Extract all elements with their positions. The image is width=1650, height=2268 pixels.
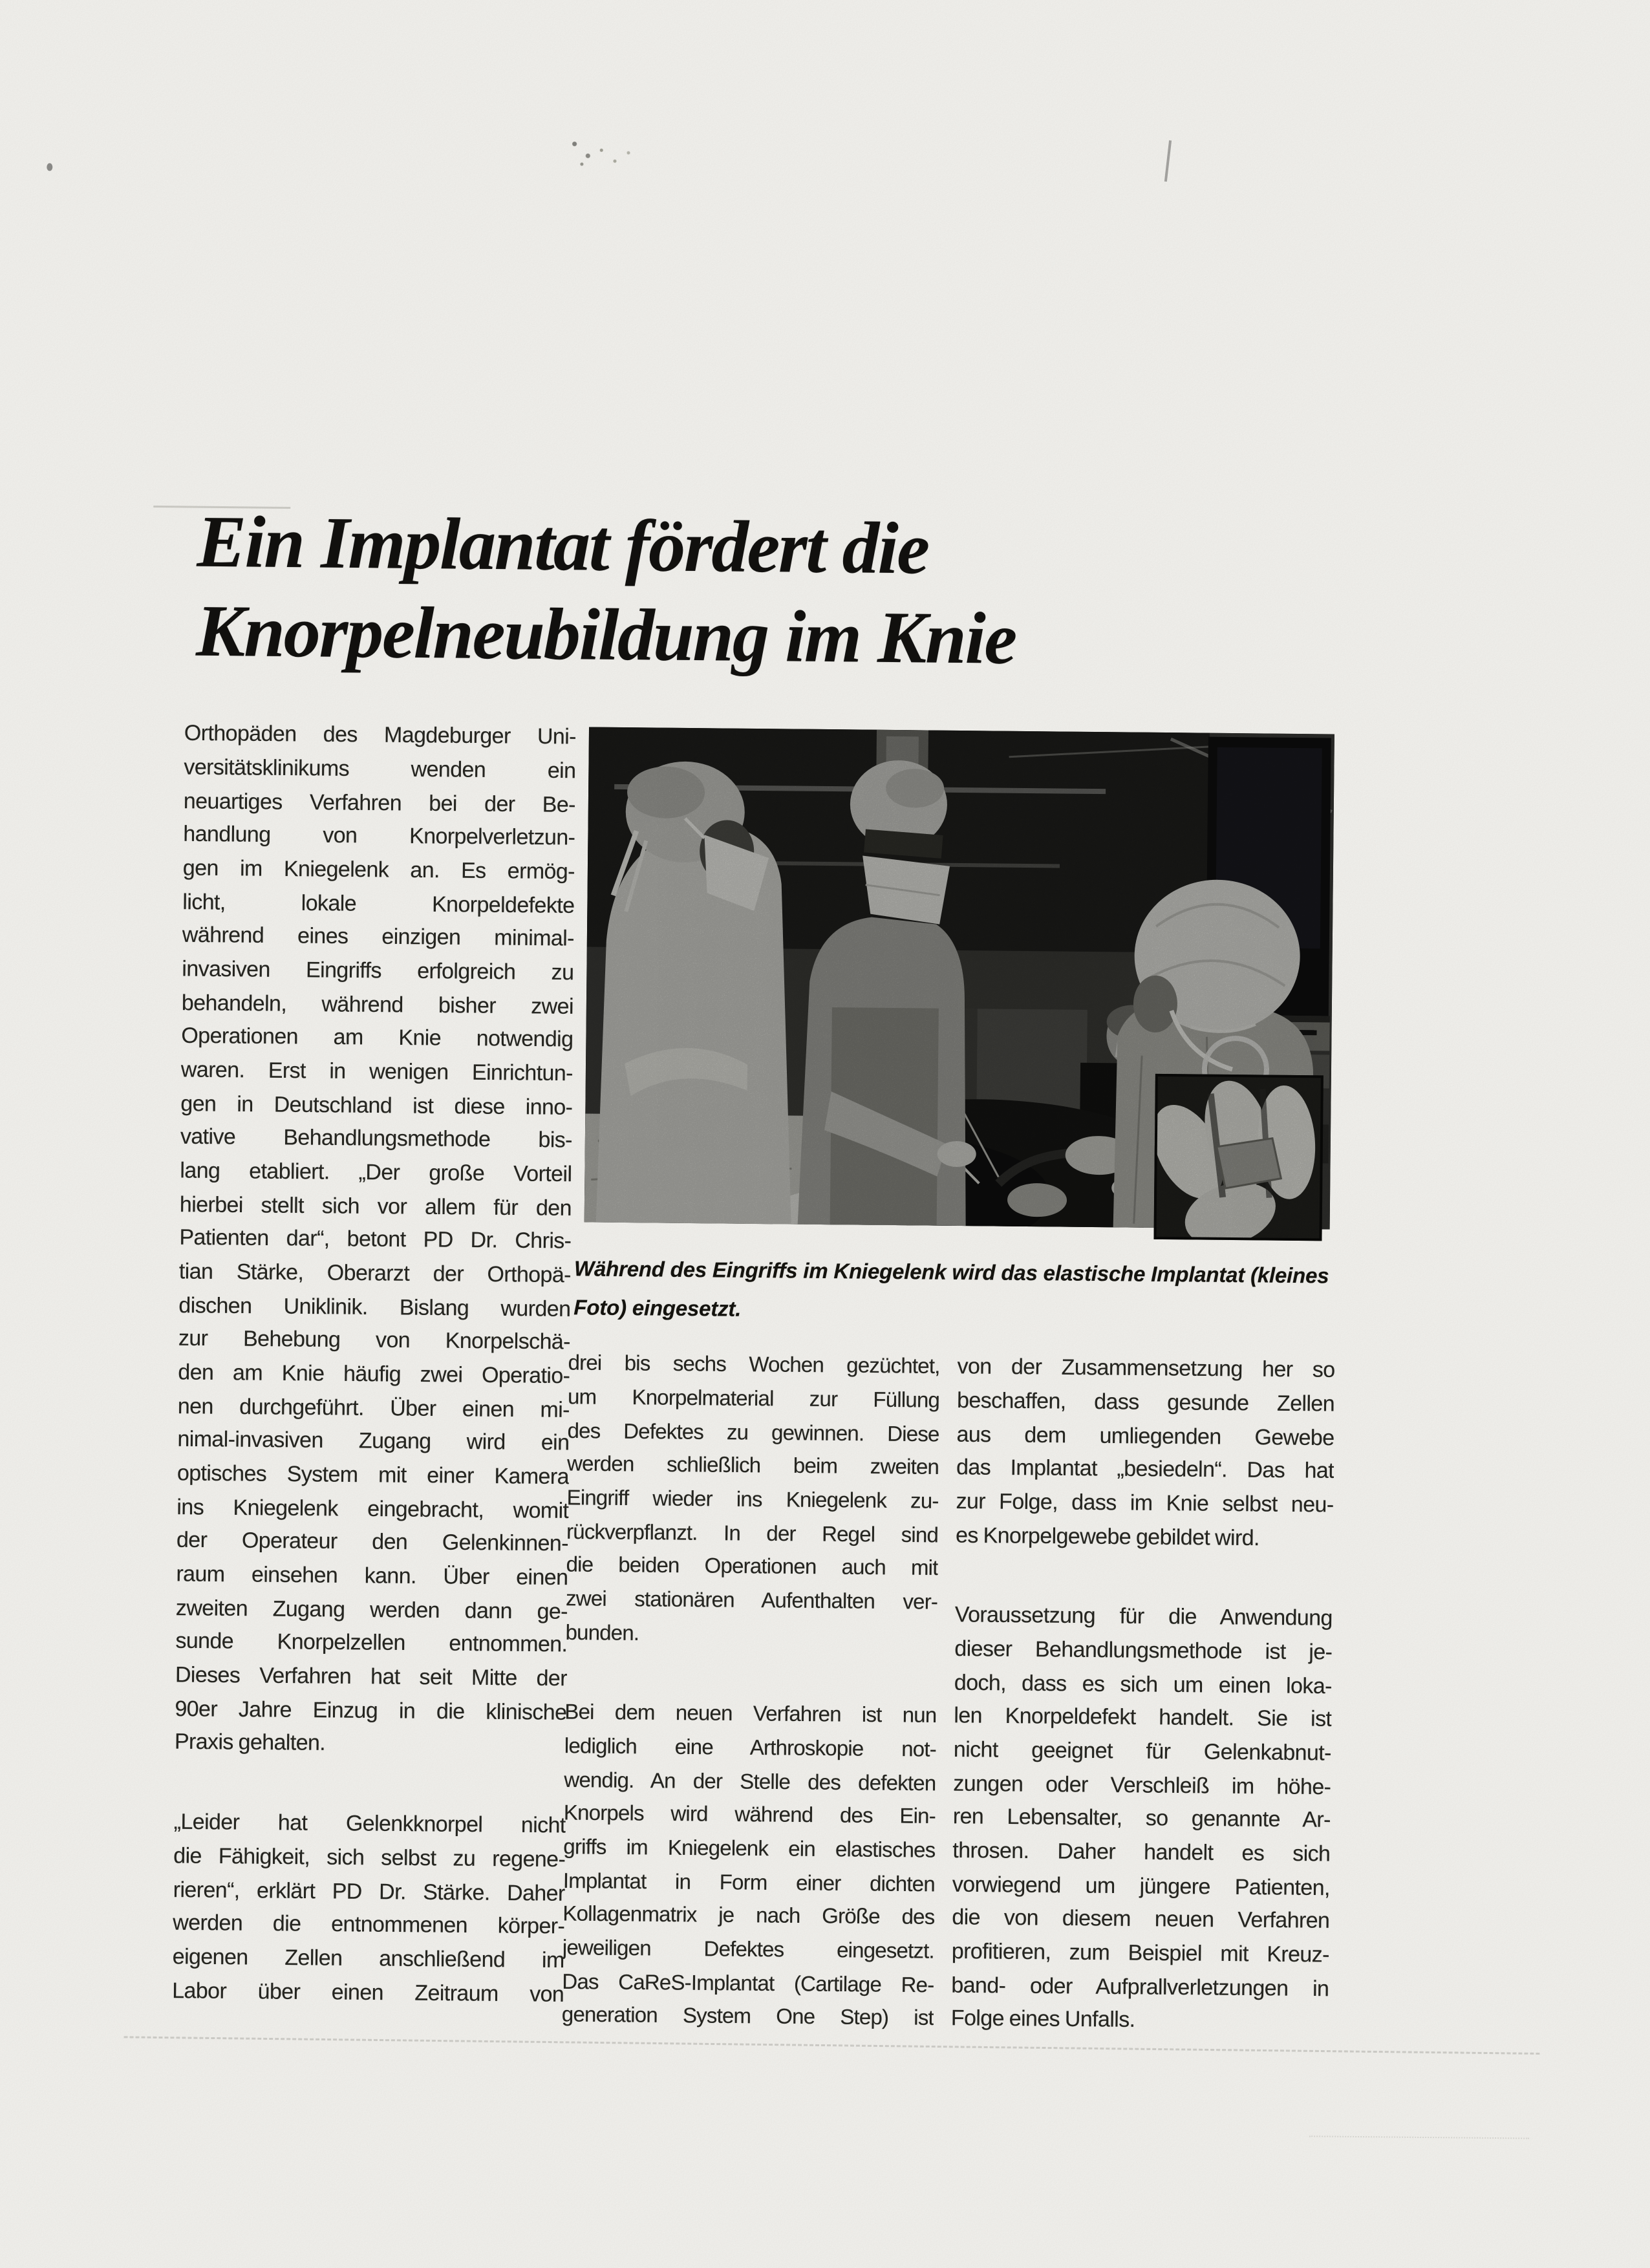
text-line: zur Folge, dass im Knie selbst neu-: [956, 1488, 1334, 1517]
text-line: des Defektes zu gewinnen. Diese: [567, 1418, 939, 1446]
paragraph: [956, 1350, 1335, 1556]
implant-closeup-inset-photo: [1153, 1074, 1323, 1241]
text-line: jeweiligen Defektes eingesetzt.: [562, 1935, 935, 1963]
text-line: raum einsehen kann. Über einen: [176, 1561, 568, 1590]
text-line: Voraussetzung für die Anwendung: [954, 1602, 1333, 1631]
text-line: Labor über einen Zeitraum von: [172, 1978, 564, 2007]
text-line: len Knorpeldefekt handelt. Sie ist: [954, 1703, 1332, 1731]
text-line: Dieses Verfahren hat seit Mitte der: [175, 1662, 568, 1691]
text-line: lang etabliert. „Der große Vorteil: [180, 1158, 572, 1187]
text-line: lediglich eine Arthroskopie not-: [564, 1733, 937, 1761]
text-line: „Leider hat Gelenkknorpel nicht: [173, 1809, 566, 1838]
text-line: vorwiegend um jüngere Patienten,: [952, 1872, 1331, 1901]
text-line: nicht geeignet für Gelenkabnut-: [953, 1737, 1332, 1766]
text-line: versitätsklinikums wenden ein: [184, 754, 576, 784]
text-line: griffs im Kniegelenk ein elastisches: [563, 1834, 936, 1862]
text-line: eigenen Zellen anschließend im: [172, 1944, 564, 1973]
text-line: bunden.: [565, 1620, 639, 1645]
text-line: dischen Uniklinik. Bislang wurden: [178, 1293, 571, 1321]
text-line: es Knorpelgewebe gebildet wird.: [955, 1523, 1260, 1551]
body-column-left: [172, 716, 576, 2011]
text-line: den am Knie häufig zwei Operatio-: [178, 1360, 570, 1389]
text-line: optisches System mit einer Kamera: [177, 1460, 570, 1490]
text-line: das Implantat „besiedeln“. Das hat: [956, 1455, 1334, 1483]
headline-line: Knorpelneubildung im Knie: [195, 589, 1016, 679]
text-line: Patienten dar“, betont PD Dr. Chris-: [179, 1225, 572, 1254]
article-headline: [196, 497, 1017, 683]
text-line: die beiden Operationen auch mit: [566, 1552, 938, 1580]
text-line: werden schließlich beim zweiten: [566, 1451, 939, 1479]
text-line: neuartiges Verfahren bei der Be-: [183, 789, 576, 817]
text-line: rieren“, erklärt PD Dr. Stärke. Daher: [173, 1878, 565, 1906]
body-column-right: [951, 1350, 1335, 2039]
text-line: nimal-invasiven Zugang wird ein: [177, 1426, 570, 1455]
text-line: hierbei stellt sich vor allem für den: [179, 1192, 572, 1221]
text-line: vative Behandlungsmethode bis-: [180, 1124, 573, 1153]
text-line: Knorpels wird während des Ein-: [563, 1800, 936, 1828]
text-line: nen durchgeführt. Über einen mi-: [177, 1394, 570, 1422]
paragraph: [175, 716, 576, 1762]
text-line: waren. Erst in wenigen Einrichtun-: [180, 1057, 573, 1086]
caption-line: Foto) eingesetzt.: [573, 1295, 742, 1321]
text-line: 90er Jahre Einzug in die klinische: [175, 1696, 567, 1725]
text-line: dieser Behandlungsmethode ist je-: [954, 1636, 1333, 1665]
scan-scratch: [1164, 140, 1172, 182]
text-line: rückverpflanzt. In der Regel sind: [566, 1519, 939, 1547]
text-line: zungen oder Verschleiß im höhe-: [953, 1771, 1331, 1800]
scan-fold-line-short: [1309, 2135, 1529, 2139]
text-line: behandeln, während bisher zwei: [181, 990, 574, 1019]
text-line: werden die entnommenen körper-: [173, 1910, 565, 1939]
text-line: Orthopäden des Magdeburger Uni-: [184, 720, 577, 749]
text-line: gen in Deutschland ist diese inno-: [180, 1091, 573, 1120]
text-line: zweiten Zugang werden dann ge-: [175, 1596, 568, 1624]
photo-caption: [573, 1249, 1340, 1334]
text-line: während eines einzigen minimal-: [182, 922, 575, 951]
text-line: aus dem umliegenden Gewebe: [956, 1422, 1334, 1451]
text-line: Implantat in Form einer dichten: [562, 1868, 936, 1896]
paragraph: [562, 1695, 937, 2035]
text-line: gen im Kniegelenk an. Es ermög-: [182, 855, 575, 884]
text-line: Eingriff wieder ins Kniegelenk zu-: [566, 1485, 939, 1513]
text-line: die von diesem neuen Verfahren: [952, 1905, 1330, 1933]
text-line: drei bis sechs Wochen gezüchtet,: [568, 1350, 940, 1378]
scan-speck: [47, 163, 52, 171]
text-line: Praxis gehalten.: [174, 1729, 326, 1755]
text-line: handlung von Knorpelverletzun-: [183, 821, 575, 850]
text-line: Kollagenmatrix je nach Größe des: [562, 1901, 935, 1929]
text-line: band- oder Aufprallverletzungen in: [951, 1973, 1329, 2002]
paragraph: [951, 1598, 1333, 2039]
text-line: zur Behebung von Knorpelschä-: [178, 1325, 571, 1354]
implant-closeup-graphic: [1153, 1074, 1323, 1241]
text-line: Bei dem neuen Verfahren ist nun: [564, 1699, 937, 1727]
text-line: tian Stärke, Oberarzt der Orthopä-: [178, 1259, 572, 1288]
scan-smudge: [565, 137, 640, 171]
text-line: wendig. An der Stelle des defekten: [564, 1767, 936, 1795]
text-line: von der Zusammensetzung her so: [957, 1354, 1335, 1382]
paragraph: [565, 1346, 939, 1652]
text-line: um Knorpelmaterial zur Füllung: [567, 1384, 940, 1412]
scan-fold-line: [124, 2036, 1540, 2055]
text-line: profitieren, zum Beispiel mit Kreuz-: [951, 1938, 1330, 1967]
text-line: Das CaReS-Implantat (Cartilage Re-: [562, 1969, 934, 1997]
text-line: Operationen am Knie notwendig: [181, 1023, 573, 1052]
text-line: Folge eines Unfalls.: [950, 2006, 1135, 2032]
text-line: zwei stationären Aufenthalten ver-: [565, 1586, 938, 1614]
text-line: die Fähigkeit, sich selbst zu regene-: [173, 1843, 566, 1872]
text-line: ren Lebensalter, so genannte Ar-: [952, 1804, 1331, 1832]
text-line: invasiven Eingriffs erfolgreich zu: [182, 956, 574, 985]
text-line: der Operateur den Gelenkinnen-: [176, 1527, 569, 1556]
text-line: ins Kniegelenk eingebracht, womit: [177, 1495, 569, 1523]
text-line: generation System One Step) ist: [561, 2002, 934, 2029]
text-line: sunde Knorpelzellen entnommen.: [175, 1628, 568, 1657]
text-line: licht, lokale Knorpeldefekte: [182, 890, 575, 918]
paragraph: [172, 1805, 566, 2011]
text-line: beschaffen, dass gesunde Zellen: [956, 1387, 1335, 1417]
headline-line: Ein Implantat fördert die: [197, 500, 929, 590]
text-line: throsen. Daher handelt es sich: [952, 1837, 1331, 1867]
caption-line: Während des Eingriffs im Kniegelenk wird das elastische Implantat (kleines: [573, 1256, 1329, 1288]
text-line: doch, dass es sich um einen loka-: [954, 1670, 1333, 1699]
body-column-middle: [562, 1346, 940, 2035]
